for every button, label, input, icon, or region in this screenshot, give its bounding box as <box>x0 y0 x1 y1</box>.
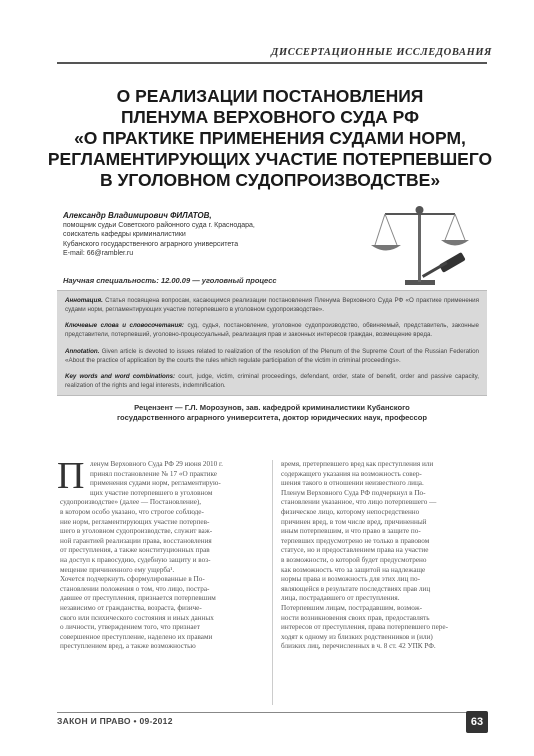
body-text-line: Потерпевшим лицам, пострадавшим, возмож- <box>281 603 422 612</box>
body-text-line: ходят к одному из близких родственников и (или) <box>281 632 433 641</box>
body-text-line: щих участие потерпевшего в уголовном <box>90 488 213 497</box>
title-line: «О ПРАКТИКЕ ПРИМЕНЕНИЯ СУДАМИ НОРМ, <box>74 128 466 148</box>
body-text-line: от преступления, а также конституционных прав <box>60 546 210 555</box>
body-text-line: Хочется подчеркнуть сформулированные в По- <box>60 575 205 584</box>
specialty-line: Научная специальность: 12.00.09 — уголовный процесс <box>63 276 277 285</box>
body-text-line: ние норм, регламентирующих участие потерпев- <box>60 517 210 526</box>
annotation-en <box>65 348 479 365</box>
body-text-line: шения такого в отношении неизвестного лица. <box>281 479 424 488</box>
body-column-left <box>60 460 265 652</box>
section-rubric: ДИССЕРТАЦИОННЫЕ ИССЛЕДОВАНИЯ <box>271 47 492 58</box>
keywords-en <box>65 373 479 390</box>
body-text-line: о личности, утверждением того, что признает <box>60 623 200 632</box>
reviewer-line: государственного аграрного университета, доктор юридических наук, профессор <box>116 413 428 422</box>
body-text-line: как возможность что за защитой на надлежаще <box>281 565 426 574</box>
author-affiliation: помощник судьи Советского районного суда г. Краснодара, <box>63 221 255 229</box>
body-text-line: статусе, но и предоставлением права на участие <box>281 546 429 555</box>
body-text-line: терпевших предусмотрено не только в правовом <box>281 536 430 545</box>
body-text-line: нормы права и возможность для этих лиц по- <box>281 575 421 584</box>
author-name: Александр Владимирович ФИЛАТОВ, <box>63 211 212 220</box>
annotation-en-label: Annotation. <box>65 348 100 355</box>
title-line: ПЛЕНУМА ВЕРХОВНОГО СУДА РФ <box>120 107 420 127</box>
body-text-line: независимо от гражданства, возраста, физиче- <box>60 603 202 612</box>
body-text-line: становлении указанное, что лицо потерпевшего — <box>281 498 437 507</box>
footer-rule <box>57 712 472 713</box>
title-line: РЕГЛАМЕНТИРУЮЩИХ УЧАСТИЕ ПОТЕРПЕВШЕГО <box>47 149 493 169</box>
journal-footer: ЗАКОН И ПРАВО • 09-2012 <box>57 716 173 726</box>
reviewer-line: Рецензент — Г.Л. Морозунов, зав. кафедрой криминалистики Кубанского <box>134 403 410 412</box>
page-number: 63 <box>466 711 488 733</box>
keywords-text: суд, судья, постановление, уголовное судопроизводство, обвиняемый, представитель, законные представители, потерпевший, уголовно-процессуальный, реализация прав и законных интересов граждан, возмещение вреда. <box>65 322 479 338</box>
body-text-line: судопроизводстве» (далее — Постановление), <box>60 498 202 507</box>
body-column-right <box>281 460 486 652</box>
author-block <box>63 211 353 259</box>
body-text-line: преступлением вред, а также возможностью <box>60 642 196 651</box>
keywords-ru <box>65 322 479 339</box>
body-text-line: содержащего указания на возможность совер- <box>281 469 422 478</box>
column-divider <box>272 460 273 705</box>
body-text-line: время, претерпевшего вред как преступления или <box>281 460 434 468</box>
article-title <box>40 86 500 191</box>
body-text-line: являющейся в результате последствиях прав лиц <box>281 584 431 593</box>
body-text-line: становлении положения о том, что лицо, постра- <box>60 584 210 593</box>
body-text-line: шего в уголовном судопроизводстве, служит важ- <box>60 527 213 536</box>
keywords-en-label: Key words and word combinations: <box>65 373 176 380</box>
body-text-line: лица, пострадавшего от преступления. <box>281 594 400 603</box>
body-text-line: давшее от преступления, признается потерпевшим <box>60 594 216 603</box>
annotation-ru <box>65 297 479 314</box>
reviewer-note <box>57 403 487 423</box>
body-text-line: в возможности, о которой будет предусмотрено <box>281 555 427 564</box>
author-affiliation: соискатель кафедры криминалистики <box>63 231 186 238</box>
body-text-line: мещение причиненного ему ущерба¹. <box>60 565 175 574</box>
body-text-line: ности возникновения своих прав, предоставлять <box>281 613 430 622</box>
body-text-line: иным потерпевшим, и что право в защите по- <box>281 527 421 536</box>
body-text-line: Пленум Верховного Суда РФ подчеркнул в По- <box>281 488 426 497</box>
body-text-line: ского или психического состояния и иных данных <box>60 613 214 622</box>
header-rule <box>57 62 487 64</box>
abstract-box <box>57 290 487 396</box>
author-affiliation: Кубанского государственного аграрного университета <box>63 240 239 248</box>
annotation-en-text: Given article is devoted to issues related to realization of the resolution of the Plenum of the Supreme Court of the Russian Federation «About the practice of application by the courts the rules which regulate participation of the victim in criminal proceedings». <box>65 348 479 364</box>
author-email: E-mail: 66@rambler.ru <box>63 250 134 257</box>
keywords-label: Ключевые слова и словосочетания: <box>65 322 184 329</box>
title-line: О РЕАЛИЗАЦИИ ПОСТАНОВЛЕНИЯ <box>116 86 424 106</box>
annotation-text: Статья посвящена вопросам, касающимся реализации постановления Пленума Верховного Суда РФ «О практике применения судами норм, регламентирующих участие потерпевшего в уголовном судопроизводстве». <box>65 297 479 313</box>
body-text-line: близких лиц, перечисленных в ч. 8 ст. 42 УПК РФ. <box>281 642 436 651</box>
body-text-line: причинен вред, в том числе вред, причиненный <box>281 517 427 526</box>
scales-and-gavel-icon <box>355 200 473 290</box>
drop-cap: П <box>57 455 85 497</box>
body-text-line: в котором особо указано, что строгое соблюде- <box>60 507 204 516</box>
body-text-line: физическое лицо, которому непосредственно <box>281 507 420 516</box>
body-text-line: интересов от преступления, права потерпевшего пере- <box>281 623 448 632</box>
body-text-line: принял постановление № 17 «О практике <box>90 469 217 478</box>
body-text-line: совершенное преступление, наделено их правами <box>60 632 213 641</box>
body-text-line: ной гарантией реализации права, восстановления <box>60 536 212 545</box>
keywords-en-text: court, judge, victim, criminal proceedings, defendant, order, state of benefit, order and passive capacity, realization of the rights and legal interests, indemnification. <box>65 373 479 389</box>
annotation-label: Аннотация. <box>65 297 103 304</box>
title-line: В УГОЛОВНОМ СУДОПРОИЗВОДСТВЕ» <box>99 170 441 190</box>
body-text-line: на доступ к правосудию, судебную защиту и воз- <box>60 555 211 564</box>
body-text-line: применения судами норм, регламентирую- <box>90 479 221 488</box>
body-text-line: ленум Верховного Суда РФ 29 июня 2010 г. <box>90 460 223 468</box>
